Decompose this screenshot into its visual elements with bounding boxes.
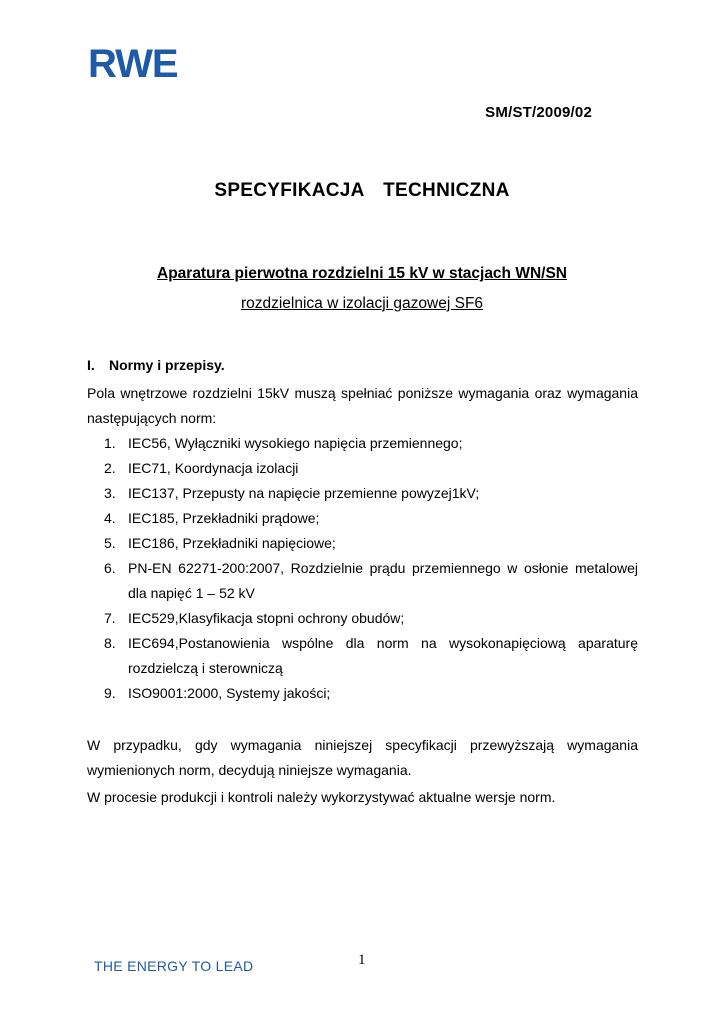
norms-list-item	[87, 556, 638, 606]
intro-paragraph: Pola wnętrzowe rozdzielni 15kV muszą spełniać poniższe wymagania oraz wymagania następujących norm:	[87, 385, 638, 426]
norms-list-item	[87, 531, 638, 556]
section-heading-text: Normy i przepisy.	[109, 357, 225, 373]
list-item-text: IEC56, Wyłączniki wysokiego napięcia przemiennego;	[128, 435, 463, 451]
list-item-text: PN-EN 62271-200:2007, Rozdzielnie prądu przemiennego w osłonie metalowej dla napięć 1 – 52 kV	[128, 560, 638, 601]
norms-list-item	[87, 431, 638, 456]
list-item-text: IEC694,Postanowienia wspólne dla norm na wysokonapięciową aparaturę rozdzielczą i sterowniczą	[128, 635, 638, 676]
rwe-logo	[88, 44, 188, 82]
list-index: 1.	[104, 435, 116, 451]
norms-list-item	[87, 681, 638, 706]
list-item-text: IEC137, Przepusty na napięcie przemienne powyzej1kV;	[128, 485, 480, 501]
norms-list-item	[87, 631, 638, 681]
page-number: 1	[358, 952, 366, 968]
norms-list-item	[87, 606, 638, 631]
subject-title: Aparatura pierwotna rozdzielni 15 kV w stacjach WN/SN	[157, 265, 567, 282]
norms-list-item	[87, 481, 638, 506]
section-heading	[87, 357, 225, 373]
closing-paragraph: W przypadku, gdy wymagania niniejszej specyfikacji przewyższają wymagania wymienionych norm, decydują niniejsze wymagania.	[87, 737, 638, 778]
list-item-text: IEC186, Przekładniki napięciowe;	[128, 535, 336, 551]
list-index: 2.	[104, 460, 116, 476]
subject-subtitle: rozdzielnica w izolacji gazowej SF6	[240, 295, 484, 312]
rwe-logo-text: RWE	[88, 44, 178, 82]
list-index: 3.	[104, 485, 116, 501]
norms-list-item	[87, 506, 638, 531]
list-index: 9.	[104, 685, 116, 701]
document-title: SPECYFIKACJA TECHNICZNA	[214, 180, 510, 201]
section-number: I.	[87, 357, 95, 373]
list-index: 7.	[104, 610, 116, 626]
norms-list	[87, 431, 638, 706]
list-index: 5.	[104, 535, 116, 551]
footer-tagline: THE ENERGY TO LEAD	[94, 958, 254, 974]
list-index: 4.	[104, 510, 116, 526]
list-index: 8.	[104, 635, 116, 651]
document-code: SM/ST/2009/02	[485, 104, 592, 121]
list-item-text: IEC71, Koordynacja izolacji	[128, 460, 299, 476]
closing-note: W procesie produkcji i kontroli należy wykorzystywać aktualne wersje norm.	[87, 789, 556, 805]
norms-list-item	[87, 456, 638, 481]
list-item-text: IEC185, Przekładniki prądowe;	[128, 510, 320, 526]
list-index: 6.	[104, 560, 116, 576]
list-item-text: ISO9001:2000, Systemy jakości;	[128, 685, 331, 701]
list-item-text: IEC529,Klasyfikacja stopni ochrony obudów;	[128, 610, 405, 626]
rwe-logo-graphic	[88, 44, 188, 82]
